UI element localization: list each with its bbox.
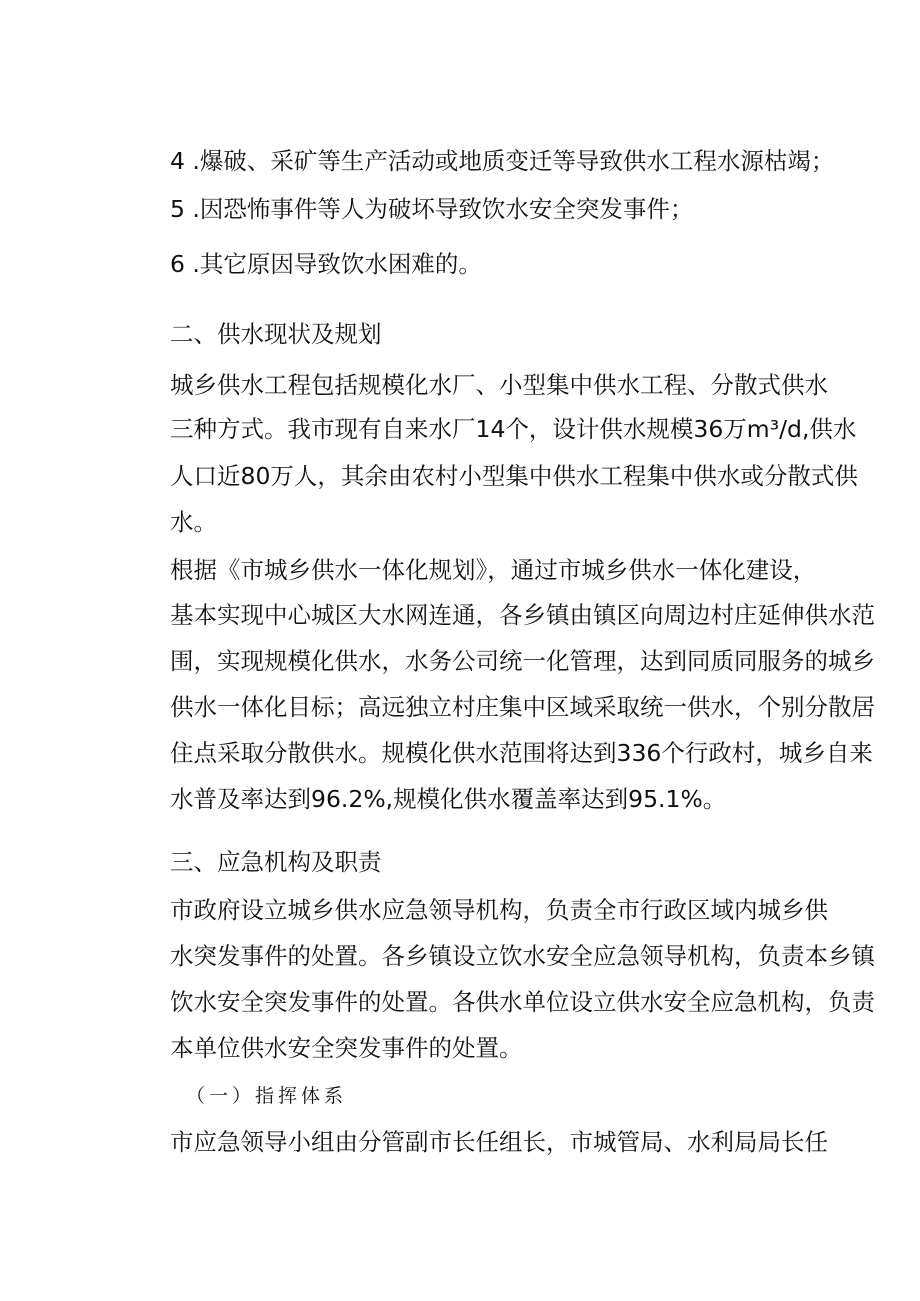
paragraph-line: 基本实现中心城区大水网连通，各乡镇由镇区向周边村庄延伸供水范	[170, 601, 875, 629]
section-heading-2: 二、供水现状及规划	[170, 320, 382, 348]
paragraph-line: 水。	[170, 508, 217, 536]
paragraph-line: 饮水安全突发事件的处置。各供水单位设立供水安全应急机构，负责	[170, 988, 875, 1016]
paragraph-line: 城乡供水工程包括规模化水厂、小型集中供水工程、分散式供水	[170, 371, 828, 399]
paragraph-line: 根据《市城乡供水一体化规划》，通过市城乡供水一体化建设，	[170, 556, 817, 584]
paragraph-line: 住点采取分散供水。规模化供水范围将达到336个行政村，城乡自来	[170, 739, 873, 767]
paragraph-line: 三种方式。我市现有自来水厂14个，设计供水规模36万m³/d,供水	[170, 415, 857, 443]
list-item-6: 6 .其它原因导致饮水困难的。	[170, 250, 482, 278]
paragraph-line: 市政府设立城乡供水应急领导机构，负责全市行政区域内城乡供	[170, 896, 828, 924]
paragraph-line: 本单位供水安全突发事件的处置。	[170, 1034, 523, 1062]
paragraph-line: 围，实现规模化供水，水务公司统一化管理，达到同质同服务的城乡	[170, 647, 875, 675]
section-heading-3: 三、应急机构及职责	[170, 848, 382, 876]
list-item-5: 5 .因恐怖事件等人为破坏导致饮水安全突发事件；	[170, 195, 694, 223]
list-item-4: 4 .爆破、采矿等生产活动或地质变迁等导致供水工程水源枯竭；	[170, 147, 835, 175]
paragraph-line: 市应急领导小组由分管副市长任组长，市城管局、水利局局长任	[170, 1128, 828, 1156]
subsection-heading: （一）指挥体系	[186, 1085, 348, 1107]
paragraph-line: 人口近80万人，其余由农村小型集中供水工程集中供水或分散式供	[170, 462, 858, 490]
paragraph-line: 水普及率达到96.2%,规模化供水覆盖率达到95.1%。	[170, 785, 727, 813]
paragraph-line: 水突发事件的处置。各乡镇设立饮水安全应急领导机构，负责本乡镇	[170, 942, 875, 970]
paragraph-line: 供水一体化目标；高远独立村庄集中区域采取统一供水，个别分散居	[170, 693, 875, 721]
